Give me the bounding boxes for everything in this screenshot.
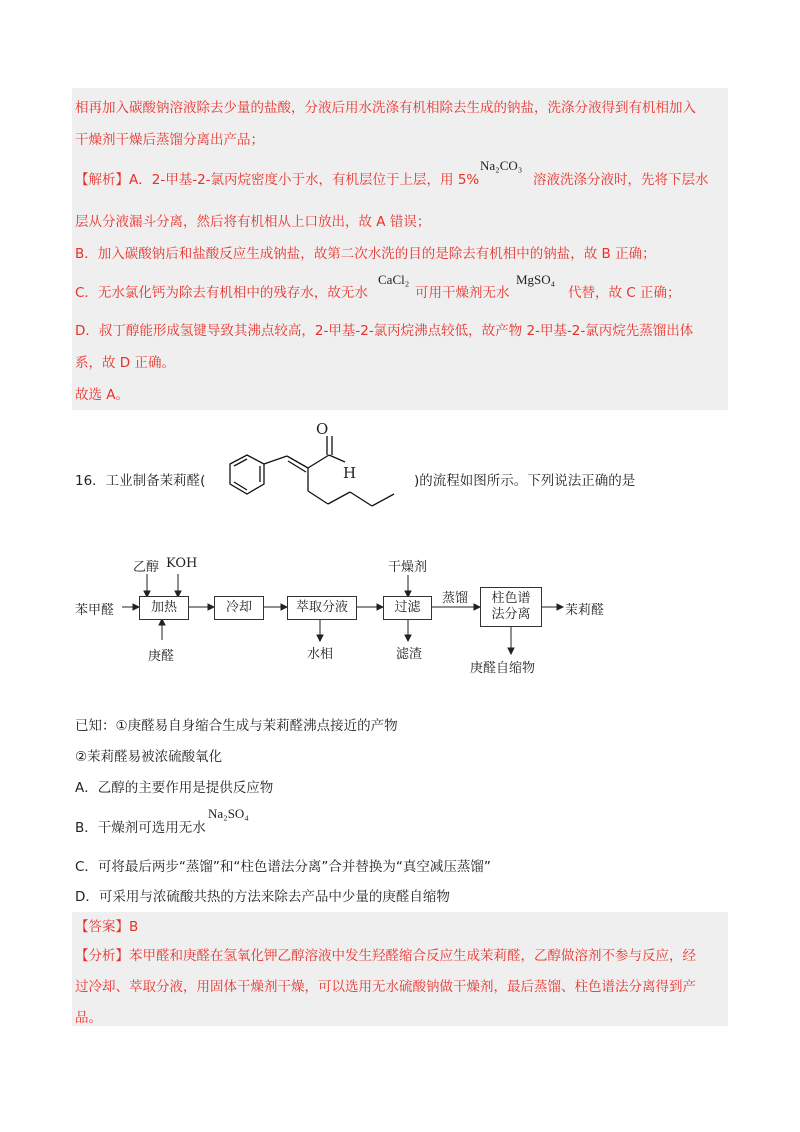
benzene-ring bbox=[230, 455, 264, 494]
option-a: A．乙醇的主要作用是提供反应物 bbox=[75, 780, 274, 796]
distillation-label: 蒸馏 bbox=[442, 591, 469, 606]
structure-hydrogen-label: H bbox=[343, 464, 357, 482]
option-d: D．可采用与浓硫酸共热的方法来除去产品中少量的庚醛自缩物 bbox=[75, 889, 450, 905]
conclusion-text: 故选 A。 bbox=[75, 387, 130, 403]
step-filter-box bbox=[383, 596, 432, 620]
analysis-option-d-line2: 系，故 D 正确。 bbox=[75, 355, 175, 371]
drying-agent-label: 干燥剂 bbox=[388, 560, 428, 575]
option-b-text: B．干燥剂可选用无水 bbox=[75, 820, 206, 836]
option-a-text-part2: 溶液洗涤分液时，先将下层水 bbox=[533, 172, 709, 188]
product-jasminaldehyde: 茉莉醛 bbox=[565, 603, 605, 618]
reagent-koh: KOH bbox=[166, 556, 198, 571]
answer-text: 【答案】B bbox=[75, 919, 139, 935]
analysis-option-c-part2: 可用干燥剂无水 bbox=[415, 285, 510, 301]
structure-oxygen-label: O bbox=[316, 420, 329, 438]
step-cool-box bbox=[214, 596, 264, 620]
step-column-line1: 柱色谱 bbox=[491, 591, 531, 606]
answer-block-background bbox=[72, 912, 728, 1026]
start-benzaldehyde: 苯甲醛 bbox=[75, 603, 115, 618]
analysis-option-d-line1: D．叔丁醇能形成氢键导致其沸点较高，2-甲基-2-氯丙烷沸点较低，故产物 2-甲基-2-氯丙烷先蒸馏出体 bbox=[75, 323, 694, 339]
analysis-option-c-part1: C．无水氯化钙为除去有机相中的残存水，故无水 bbox=[75, 285, 368, 301]
solution-line-1: 相再加入碳酸钠溶液除去少量的盐酸，分液后用水洗涤有机相除去生成的钠盐，洗涤分液得到有机相加入 bbox=[75, 100, 696, 116]
analysis-tag: 【解析】 bbox=[75, 172, 129, 188]
mgso4-formula: MgSO₄ bbox=[516, 272, 556, 287]
known-condition-1: 已知：①庚醛易自身缩合生成与茉莉醛沸点接近的产物 bbox=[75, 718, 398, 734]
step-filter-label: 过滤 bbox=[394, 600, 421, 615]
reagent-heptanal: 庚醛 bbox=[148, 649, 175, 664]
na2co3-formula: Na₂CO₃ bbox=[480, 158, 523, 173]
step-extract-box bbox=[287, 596, 357, 620]
analysis-line-2: 过冷却、萃取分液，用固体干燥剂干燥，可以选用无水硫酸钠做干燥剂，最后蒸馏、柱色谱法分离得到产 bbox=[75, 979, 696, 995]
solution-line-2: 干燥剂干燥后蒸馏分离出产品； bbox=[75, 132, 264, 148]
analysis-option-c-part3: 代替，故 C 正确； bbox=[568, 285, 681, 301]
jasminaldehyde-structure bbox=[230, 436, 394, 506]
cacl2-formula: CaCl₂ bbox=[378, 272, 410, 287]
question-16-stem-part1: 16．工业制备茉莉醛( bbox=[75, 473, 206, 489]
question-16-stem-part2: )的流程如图所示。下列说法正确的是 bbox=[414, 473, 636, 489]
option-c: C．可将最后两步“蒸馏”和“柱色谱法分离”合并替换为“真空减压蒸馏” bbox=[75, 859, 491, 875]
step-column-box bbox=[480, 587, 542, 627]
step-extract-label: 萃取分液 bbox=[295, 600, 348, 615]
analysis-line-1-text: 苯甲醛和庚醛在氢氧化钾乙醇溶液中发生羟醛缩合反应生成茉莉醛，乙醇做溶剂不参与反应，经 bbox=[129, 948, 696, 964]
residue-label: 滤渣 bbox=[396, 647, 423, 662]
reagent-ethanol: 乙醇 bbox=[133, 560, 160, 575]
analysis-tag-2: 【分析】 bbox=[75, 948, 129, 964]
analysis-line-1 bbox=[75, 947, 696, 965]
analysis-line-3: 品。 bbox=[75, 1010, 102, 1026]
aqueous-phase-label: 水相 bbox=[307, 647, 334, 662]
option-a-text-part1: A．2-甲基-2-氯丙烷密度小于水，有机层位于上层，用 5% bbox=[129, 172, 480, 188]
known-condition-2: ②茉莉醛易被浓硫酸氧化 bbox=[75, 749, 223, 765]
step-column-line2: 法分离 bbox=[491, 607, 531, 622]
step-heat-box bbox=[139, 596, 189, 620]
step-cool-label: 冷却 bbox=[225, 600, 252, 615]
step-heat-label: 加热 bbox=[150, 600, 177, 615]
na2so4-formula: Na₂SO₄ bbox=[208, 806, 249, 821]
analysis-option-a-line2: 层从分液漏斗分离，然后将有机相从上口放出，故 A 错误； bbox=[75, 214, 431, 230]
analysis-option-b: B．加入碳酸钠后和盐酸反应生成钠盐，故第二次水洗的目的是除去有机相中的钠盐，故 B 正确； bbox=[75, 246, 656, 262]
byproduct-label: 庚醛自缩物 bbox=[470, 661, 536, 676]
